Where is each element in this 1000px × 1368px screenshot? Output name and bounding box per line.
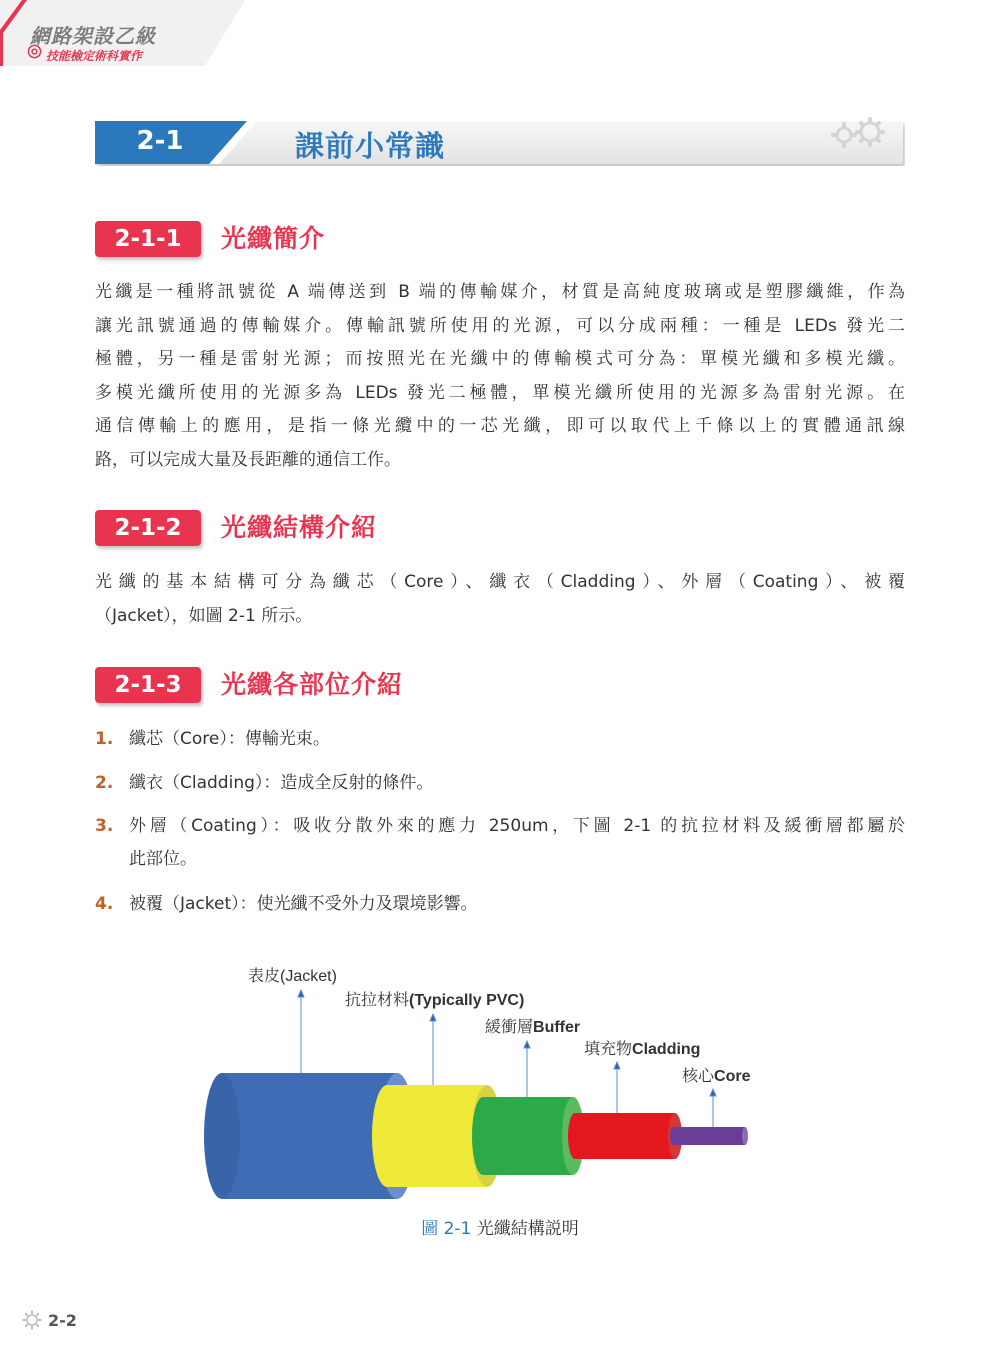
figure-caption-text: 光纖結構説明 [476,1219,579,1239]
running-header-subtitle: 技能檢定術科實作 [46,49,143,63]
chapter-banner [95,121,905,166]
list-item-number: 3. [95,816,114,836]
list-item-number: 4. [95,894,114,914]
list-item-text [129,810,905,876]
cladding-layer [568,1113,682,1159]
paragraph-line: 極體，另一種是雷射光源；而按照光在光纖中的傳輸模式可分為：單模光纖和多模光纖。 [95,349,905,369]
paragraph-line: 通信傳輸上的應用，是指一條光纜中的一芯光纖，即可以取代上千條以上的實體通訊線 [95,416,905,436]
fiber-structure-figure [195,955,785,1205]
section-title: 光纖各部位介紹 [221,670,404,699]
buffer-layer [472,1097,584,1175]
page-number: 2-2 [48,1311,77,1330]
at-sign-icon [27,44,42,59]
chapter-title: 課前小常識 [295,129,446,163]
figure-caption [0,1214,1000,1239]
section-title: 光纖簡介 [221,224,326,253]
list-item-text: 纖衣（Cladding）：造成全反射的條件。 [129,773,434,793]
paragraph-line: 路，可以完成大量及長距離的通信工作。 [95,449,401,470]
figure-label-buffer: 緩衝層Buffer [485,1017,581,1036]
section-paragraph-fiber-structure [95,566,905,633]
running-header-title: 網路架設乙級 [30,24,156,48]
core-layer [670,1127,748,1145]
list-item-text: 被覆（Jacket）：使光纖不受外力及環境影響。 [129,894,478,914]
paragraph-line: （Jacket），如圖 2-1 所示。 [95,605,313,626]
paragraph-line: 光纖是一種將訊號從 A 端傳送到 B 端的傳輸媒介，材質是高純度玻璃或是塑膠纖維，作為 [95,282,905,302]
list-item-number: 2. [95,773,114,793]
chapter-number: 2-1 [136,126,184,156]
gear-icon [22,1310,42,1330]
section-number: 2-1-1 [95,221,201,257]
figure-label-core: 核心Core [682,1066,751,1085]
list-item-text: 纖芯（Core）：傳輸光束。 [129,729,330,749]
list-item-number: 1. [95,729,114,749]
figure-label-cladding: 填充物Cladding [584,1039,701,1058]
section-number: 2-1-3 [95,667,201,703]
figure-label-jacket: 表皮(Jacket) [248,966,337,985]
section-title: 光纖結構介紹 [221,513,378,542]
figure-label-strength-member: 抗拉材料(Typically PVC) [345,990,525,1009]
paragraph-line: 多模光纖所使用的光源多為 LEDs 發光二極體，單模光纖所使用的光源多為雷射光源。在 [95,382,905,403]
figure-caption-number: 圖 2-1 [421,1219,472,1239]
section-number: 2-1-2 [95,510,201,546]
list-item-line: 外層（Coating）：吸收分散外來的應力 250um，下圖 2-1 的抗拉材料及緩衝層都屬於 [129,816,905,836]
paragraph-line: 光纖的基本結構可分為纖芯（Core）、纖衣（Cladding）、外層（Coating）、被覆 [95,572,905,592]
gears-icon [826,117,888,151]
paragraph-line: 讓光訊號通過的傳輸媒介。傳輸訊號所使用的光源，可以分成兩種：一種是 LEDs 發光二 [95,315,905,336]
section-paragraph-fiber-intro [95,276,905,477]
list-item-line: 此部位。 [129,849,197,869]
